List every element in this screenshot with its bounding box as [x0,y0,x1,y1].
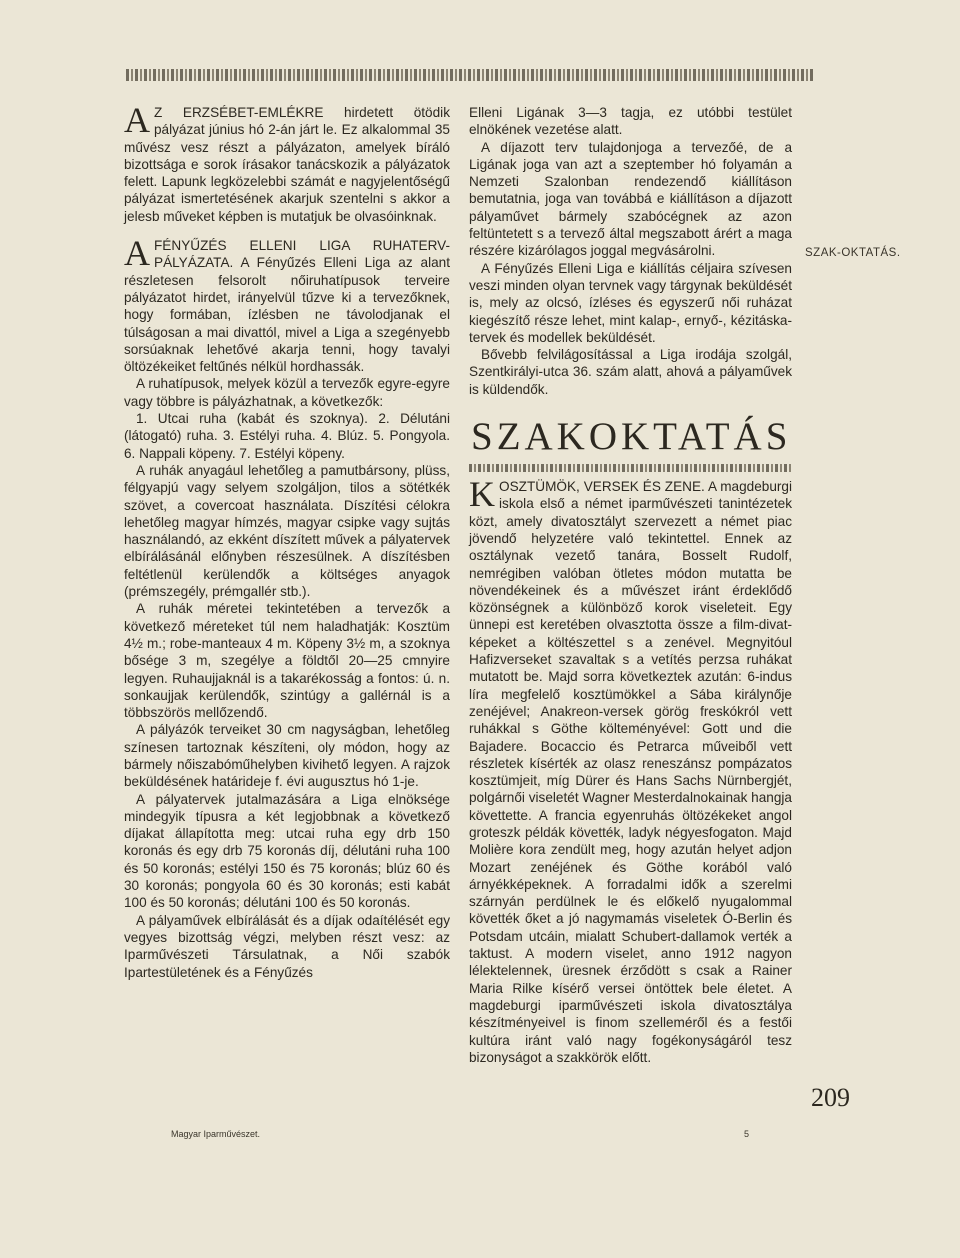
right-column [469,104,792,1066]
paragraph: Elleni Ligának 3—3 tagja, ez utóbbi testület elnökének vezetése alatt. [469,105,792,138]
paragraph: 1. Utcai ruha (kabát és szoknya). 2. Délutáni (látogató) ruha. 3. Estélyi ruha. 4. Blúz. 5. Pongyola. 6. Nappali köpeny. 7. Estélyi köpeny. [124,411,450,461]
page-number: 209 [811,1083,850,1112]
margin-note: SZAK-OKTATÁS. [805,247,901,259]
dropcap: A [124,233,150,274]
article-text: Z ERZSÉBET-EMLÉKRE hirdetett ötödik pályázat június hó 2-án járt le. Ez alkalommal 35 művész vesz részt a pályázaton, amelyek bíráló bizottsága e sorok írásakor tanácskozik a pályázatok felett. Lapunk legközelebbi számát e nagyjelentőségű pályázat ismertetésének akarjuk szentelni s akkor a jelesb műveket képben is mutatjuk be olvasóinknak. [124,105,450,224]
article-fenyuzes [124,233,450,375]
paragraph: A pályaművek elbírálását és a díjak odaítélését egy vegyes bizottság végzi, melyben részt vesz: az Iparművészeti Társulatnak, a Női szabók Ipartestületének és a Fényűzés [124,912,450,980]
paragraph: A ruhák anyagául lehetőleg a pamutbársony, plüss, félgyapjú vagy selyem szolgáljon, tilos a sötétkék szövet, a covercoat használata. Díszítési célokra lehetőleg magyar hímzés, magyar csipke vagy sujtás használandó, az ekként díszített művek a pályatervek elbírálásánál előnyben részesülnek. A díszítésben feltétlenül kerülendők a költséges anyagok (prémszegély, prémgallér stb.). [124,462,450,600]
paragraph: Bővebb felvilágosítással a Liga irodája szolgál, Szentkirályi-utca 36. szám alatt, ahová a pályaművek is küldendők. [469,347,792,397]
ornamental-border-mid [469,464,792,472]
article-text: FÉNYŰZÉS ELLENI LIGA RUHATERV-PÁLYÁZATA. A Fényűzés Elleni Liga az alant részletesen felsorolt nőiruhatípusok terveire pályázatot hirdet, irányelvül tűzve ki a tervezőknek, hogy formában, ízlésben ne távolodjanak el túlságosan a mai divattól, mivel a Liga a szegényebb sorsúaknak lehetővé akarja tenni, hogy tavalyi öltözékeiket feltűnés nélkül hordhassák. [124,238,450,375]
section-title: SZAKOKTATÁS [471,415,792,459]
article-erzsebet [124,100,450,225]
ornamental-border-top [126,69,814,81]
dropcap: K [469,474,495,515]
paragraph: A Fényűzés Elleni Liga e kiállítás céljaira szívesen veszi minden olyan tervnek vagy tárgynak beküldését is, mely az olcsó, ízléses és egyszerű női ruházat kiegészítő része lehet, mint kalap-, ernyő-, kézitáska-tervek és modellek beküldését. [469,260,792,345]
paragraph: A pályatervek jutalmazására a Liga elnöksége mindegyik típusra a két legjobbnak a következő díjakat állapította meg: utcai ruha egy drb 150 koronás és egy drb 75 koronás díj, délutáni ruha 100 és 50 koronás; estélyi 150 és 75 koronás; blúz 60 és 30 koronás; pongyola 60 és 30 koronás; esti kabát 100 és 50 koronás; délutáni 100 és 50 koronás. [124,791,450,911]
paragraph: A díjazott terv tulajdonjoga a tervezőé, de a Ligának joga van azt a szeptember hó folyamán a Nemzeti Szalonban rendezendő kiállításon bemutatnia, joga van továbbá e kiállításon a díjazott pályaművet bármely szabócégnek az azon feltüntetett s a tervező által megszabott árért a maga részére kizárólagos joggal megvásárolni. [469,139,792,259]
paragraph: A pályázók terveiket 30 cm nagyságban, lehetőleg színesen tartoznak készíteni, oly módon, hogy az bármely nőiszabóműhelyben kivihető legyen. A rajzok beküldésének határideje f. évi augusztus hó 1-je. [124,722,450,790]
footer-publication: Magyar Iparművészet. [171,1129,261,1139]
article-text: OSZTÜMÖK, VERSEK ÉS ZENE. A magdeburgi iskola első a német iparművészeti tanintézetek közt, amely divatosztályt szervezett a német piac jövendő helyzetére való tekintettel. Ennek az osztálynak vezető tanára, Bosselt Rudolf, nemrégiben valóban ötletes módon mutatta be növendékeinek és a művészet iránt érdeklődő közönségnek a különböző korok viseleteit. Egy ünnepi est keretében olvasztotta össze a film-divat-képeket a költészettel s a zenével. Megnyitóul Hafizverseket szavaltak s a vetítés perzsa ruhákat mutatott be. Majd sorra következtek azután: 6-indus líra megfelelő kosztümökkel a Sába királynője zenéjével; Anakreon-versek görög freskókról vett ruhákkal s Göthe költeményével: Gott und die Bajadere. Bocaccio és Petrarca műveiből vett részletek kísérték az olasz reneszánsz pompázatos kosztümjeit, míg Dürer és Hans Sachs Nürnbergjét, polgárnői viseletét Wagner Mesterdalnokainak hangja követtette. A francia egyenruhás öltözékeket angol groteszk példák követték, ladyk négyesfogaton. Majd Molière kora zendült meg, hogy azután helyet adjon Mozart zenéjének és Göthe korából való árnyékképeknek. A forradalmi idők a szerelmi szárnyán perdülnek le és előkelő nyugalommal követték őket a jó nagymamás viseletek Ó-Berlin és Potsdam utcáin, mialatt Schubert-dallamok verték a taktust. A modern viselet, anno 1912 nagyon lélektelennek, üresnek érződött s csak a Rainer Maria Rilke kísérő versei öntöttek bele életet. A magdeburgi iparművészeti iskola divatosztálya készítményeivel is finom szelleméről és a festői kultúra iránt való nagy fogékonyságáról tesz bizonyságot a szakkörök előtt. [469,479,792,1065]
left-column [124,100,450,981]
paragraph: A ruhák méretei tekintetében a tervezők a következő méreteket túl nem haladhatják: Kosztüm 4½ m.; robe-manteaux 4 m. Köpeny 3½ m, a szoknya bősége 3 m, szegélye a földtől 20—25 cmnyire legyen. Ruhaujjaknál is a takarékosság a fontos: ú. n. sonkaujjak kerülendők, szintúgy a gallérnál is a többszörös mellőzendő. [124,601,450,721]
article-kosztumok [469,474,792,1066]
paragraph: A ruhatípusok, melyek közül a tervezők egyre-egyre vagy többre is pályázhatnak, a következők: [124,376,450,409]
dropcap: A [124,100,150,140]
footer-signature-number: 5 [744,1129,750,1139]
